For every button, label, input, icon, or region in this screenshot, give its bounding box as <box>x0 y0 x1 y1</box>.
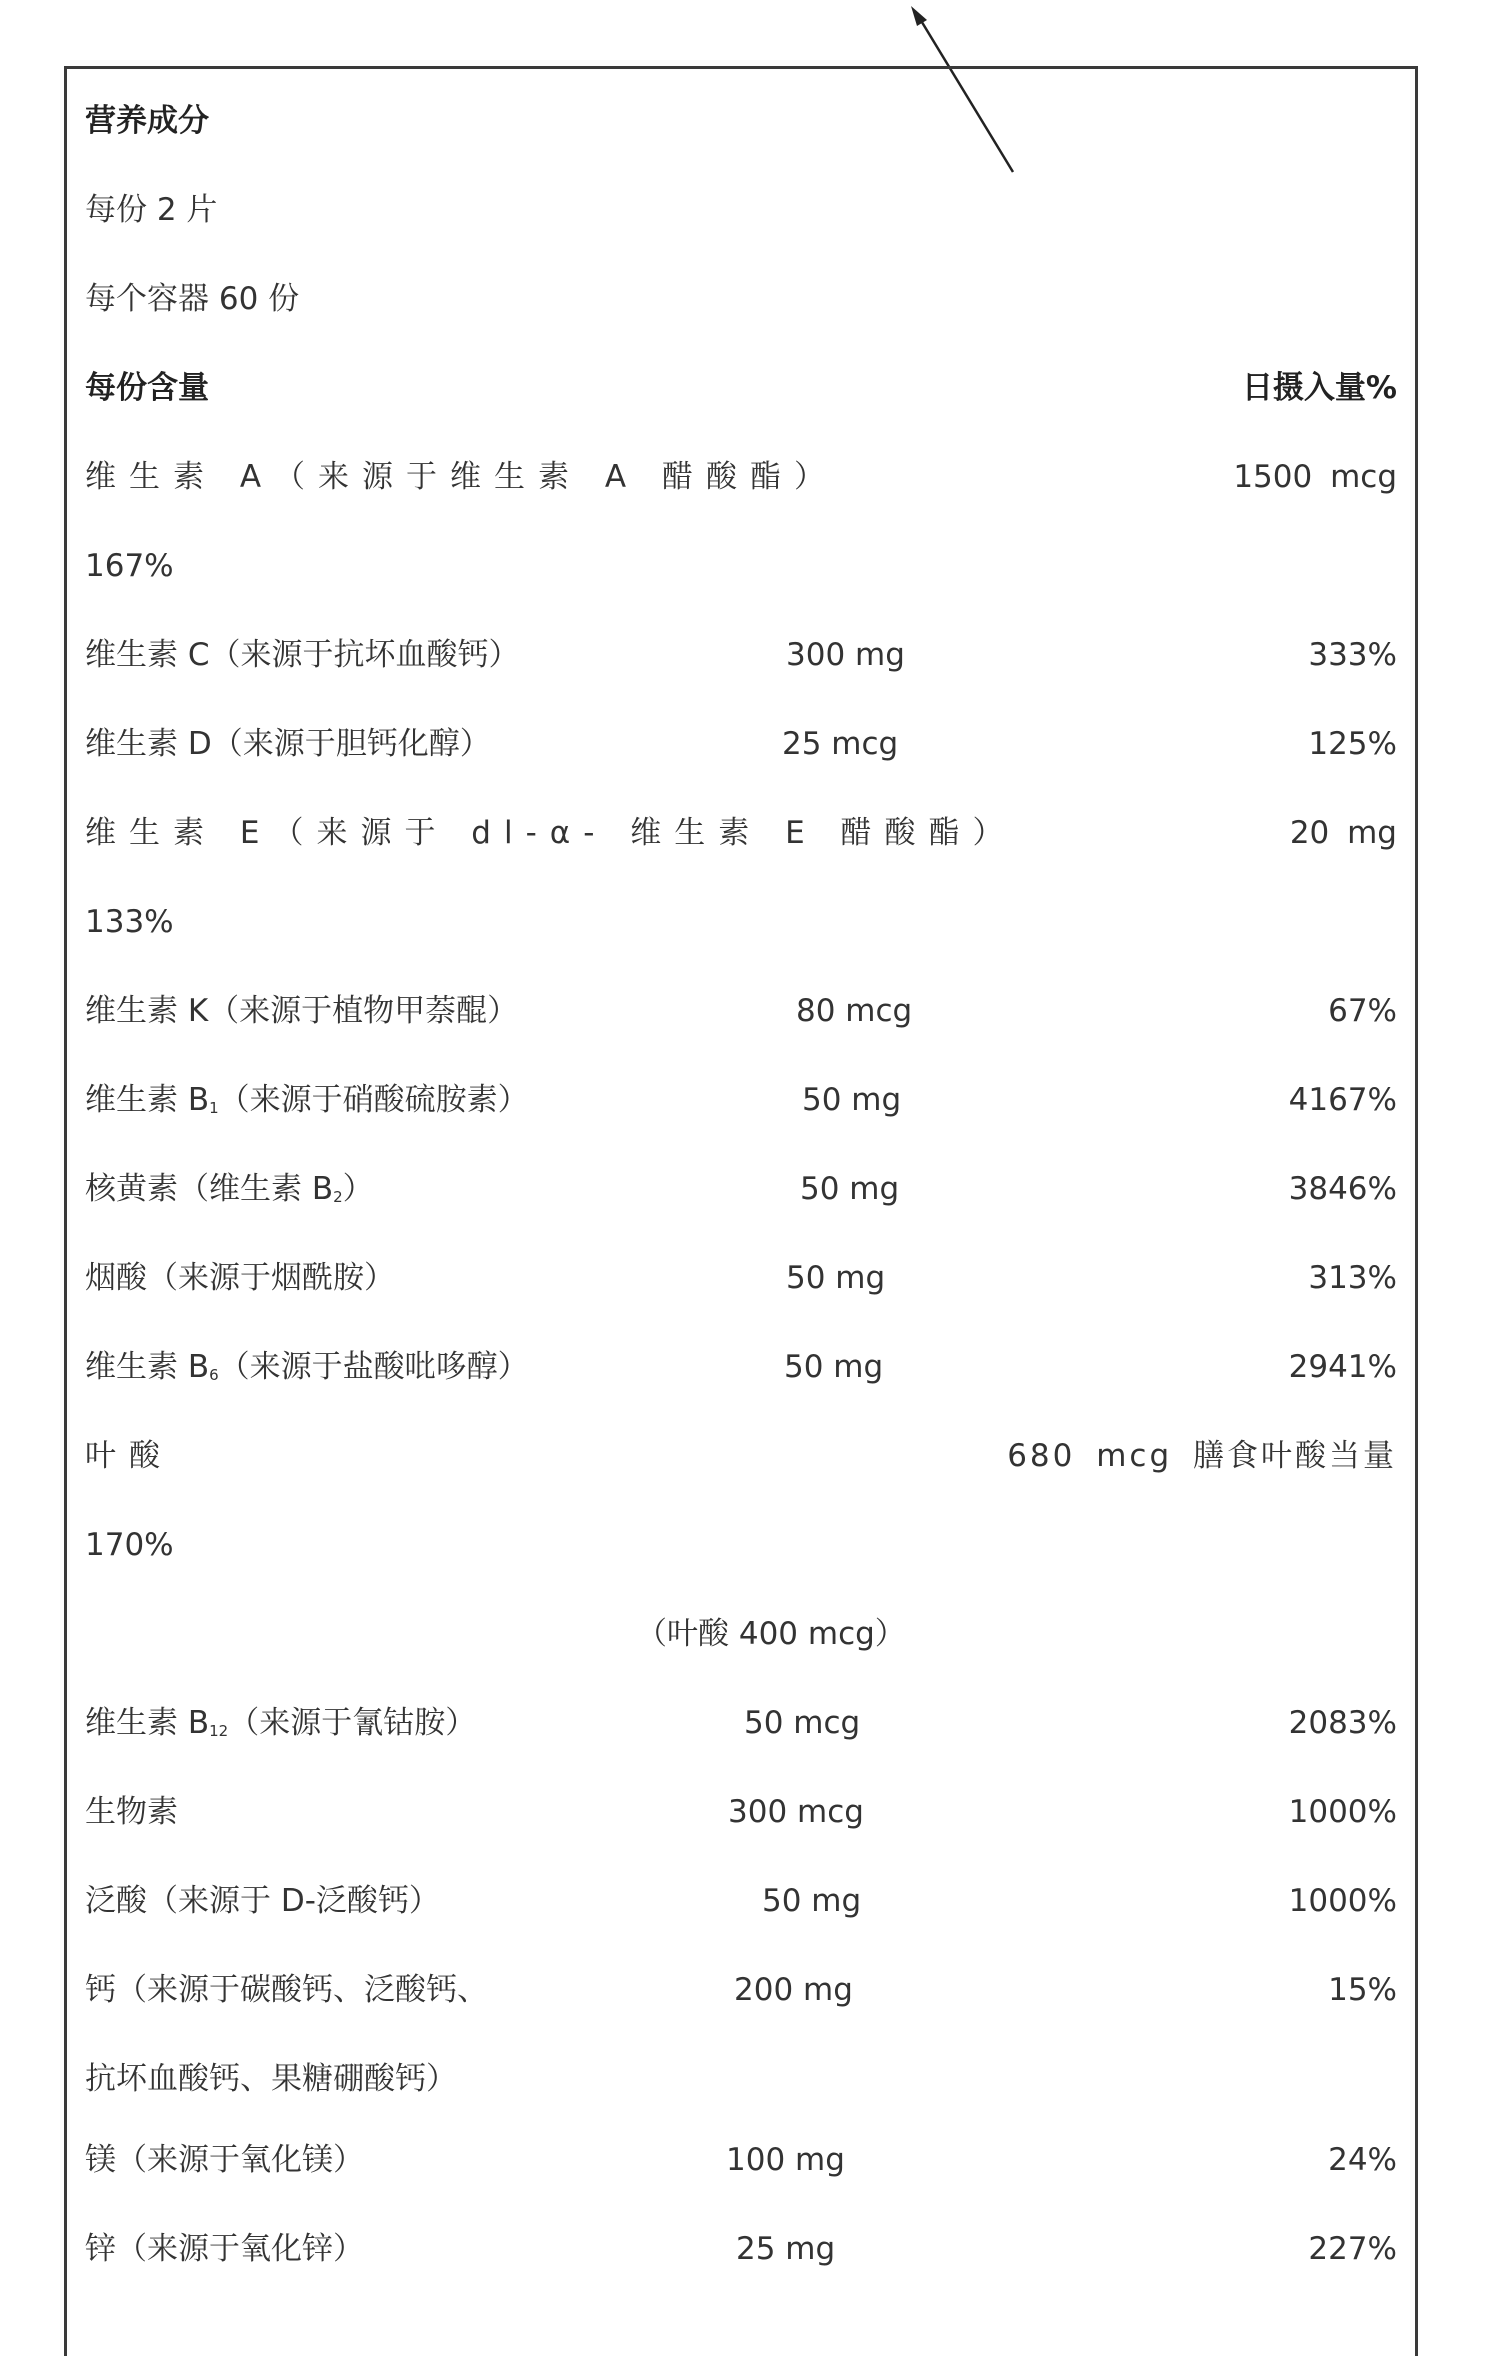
nutrient-dv: 133% <box>85 904 174 940</box>
nutrient-name: 叶酸 <box>85 1438 173 1474</box>
daily-value-header: 日摄入量% <box>1241 370 1397 406</box>
nutrient-name: 维生素 $B_1$（来源于硝酸硫胺素） <box>85 1082 529 1118</box>
nutrient-name: 维生素 $B_6$（来源于盐酸吡哆醇） <box>85 1349 529 1385</box>
nutrient-dv: 4167% <box>1288 1082 1397 1118</box>
nutrient-amount: 80 mcg <box>796 993 913 1029</box>
nutrient-dv: 167% <box>85 548 174 584</box>
nutrient-name: 维生素 E（来源于 dl-α- 维生素 E 醋酸酯） <box>85 815 1017 851</box>
nutrient-amount: 300 mg <box>786 637 905 673</box>
nutrient-name: 维生素 D（来源于胆钙化醇） <box>85 726 491 762</box>
nutrient-amount: 1500 mcg <box>1233 459 1397 495</box>
nutrient-dv: 227% <box>1308 2231 1397 2267</box>
nutrient-amount: 25 mg <box>736 2231 836 2267</box>
nutrient-amount: 100 mg <box>726 2142 845 2178</box>
nutrient-dv: 1000% <box>1288 1794 1397 1830</box>
serving-size: 每份 2 片 <box>85 192 218 228</box>
nutrient-amount: 50 mg <box>762 1883 862 1919</box>
nutrient-amount: 300 mcg <box>728 1794 864 1830</box>
servings-per-container: 每个容器 60 份 <box>85 281 300 317</box>
nutrient-amount: 20 mg <box>1289 815 1397 851</box>
nutrient-amount: 200 mg <box>734 1972 853 2008</box>
nutrient-name: 钙（来源于碳酸钙、泛酸钙、 <box>85 1972 488 2008</box>
nutrient-name: 镁（来源于氧化镁） <box>85 2142 364 2178</box>
nutrient-amount: 50 mg <box>800 1171 900 1207</box>
nutrient-amount: 50 mcg <box>744 1705 861 1741</box>
nutrient-dv: 125% <box>1308 726 1397 762</box>
nutrient-name: 锌（来源于氧化锌） <box>85 2231 364 2267</box>
nutrient-dv: 2941% <box>1288 1349 1397 1385</box>
nutrient-dv: 3846% <box>1288 1171 1397 1207</box>
nutrient-dv: 15% <box>1328 1972 1397 2008</box>
nutrient-name: 生物素 <box>85 1794 178 1830</box>
nutrient-dv: 2083% <box>1288 1705 1397 1741</box>
nutrient-amount: 50 mg <box>784 1349 884 1385</box>
nutrient-name: 核黄素（维生素 $B_2$） <box>85 1171 374 1207</box>
nutrient-name: 维生素 C（来源于抗坏血酸钙） <box>85 637 520 673</box>
panel-title: 营养成分 <box>85 103 209 139</box>
nutrient-name: 维生素 A（来源于维生素 A 醋酸酯） <box>85 459 838 495</box>
nutrient-dv: 313% <box>1308 1260 1397 1296</box>
nutrient-amount: 50 mg <box>802 1082 902 1118</box>
nutrient-dv: 1000% <box>1288 1883 1397 1919</box>
nutrient-name: 烟酸（来源于烟酰胺） <box>85 1260 395 1296</box>
nutrient-name: 维生素 K（来源于植物甲萘醌） <box>85 993 519 1029</box>
nutrient-note: （叶酸 400 mcg） <box>636 1616 906 1652</box>
nutrient-name: 泛酸（来源于 D-泛酸钙） <box>85 1883 440 1919</box>
nutrient-amount: 680 mcg 膳食叶酸当量 <box>1007 1438 1397 1474</box>
nutrient-amount: 25 mcg <box>782 726 899 762</box>
nutrient-amount: 50 mg <box>786 1260 886 1296</box>
amount-per-serving-header: 每份含量 <box>85 370 209 406</box>
nutrient-name-continued: 抗坏血酸钙、果糖硼酸钙） <box>85 2061 457 2097</box>
nutrient-dv: 67% <box>1328 993 1397 1029</box>
nutrient-dv: 24% <box>1328 2142 1397 2178</box>
nutrient-dv: 170% <box>85 1527 174 1563</box>
nutrient-dv: 333% <box>1308 637 1397 673</box>
nutrient-name: 维生素 $B_{12}$（来源于氰钴胺） <box>85 1705 477 1741</box>
